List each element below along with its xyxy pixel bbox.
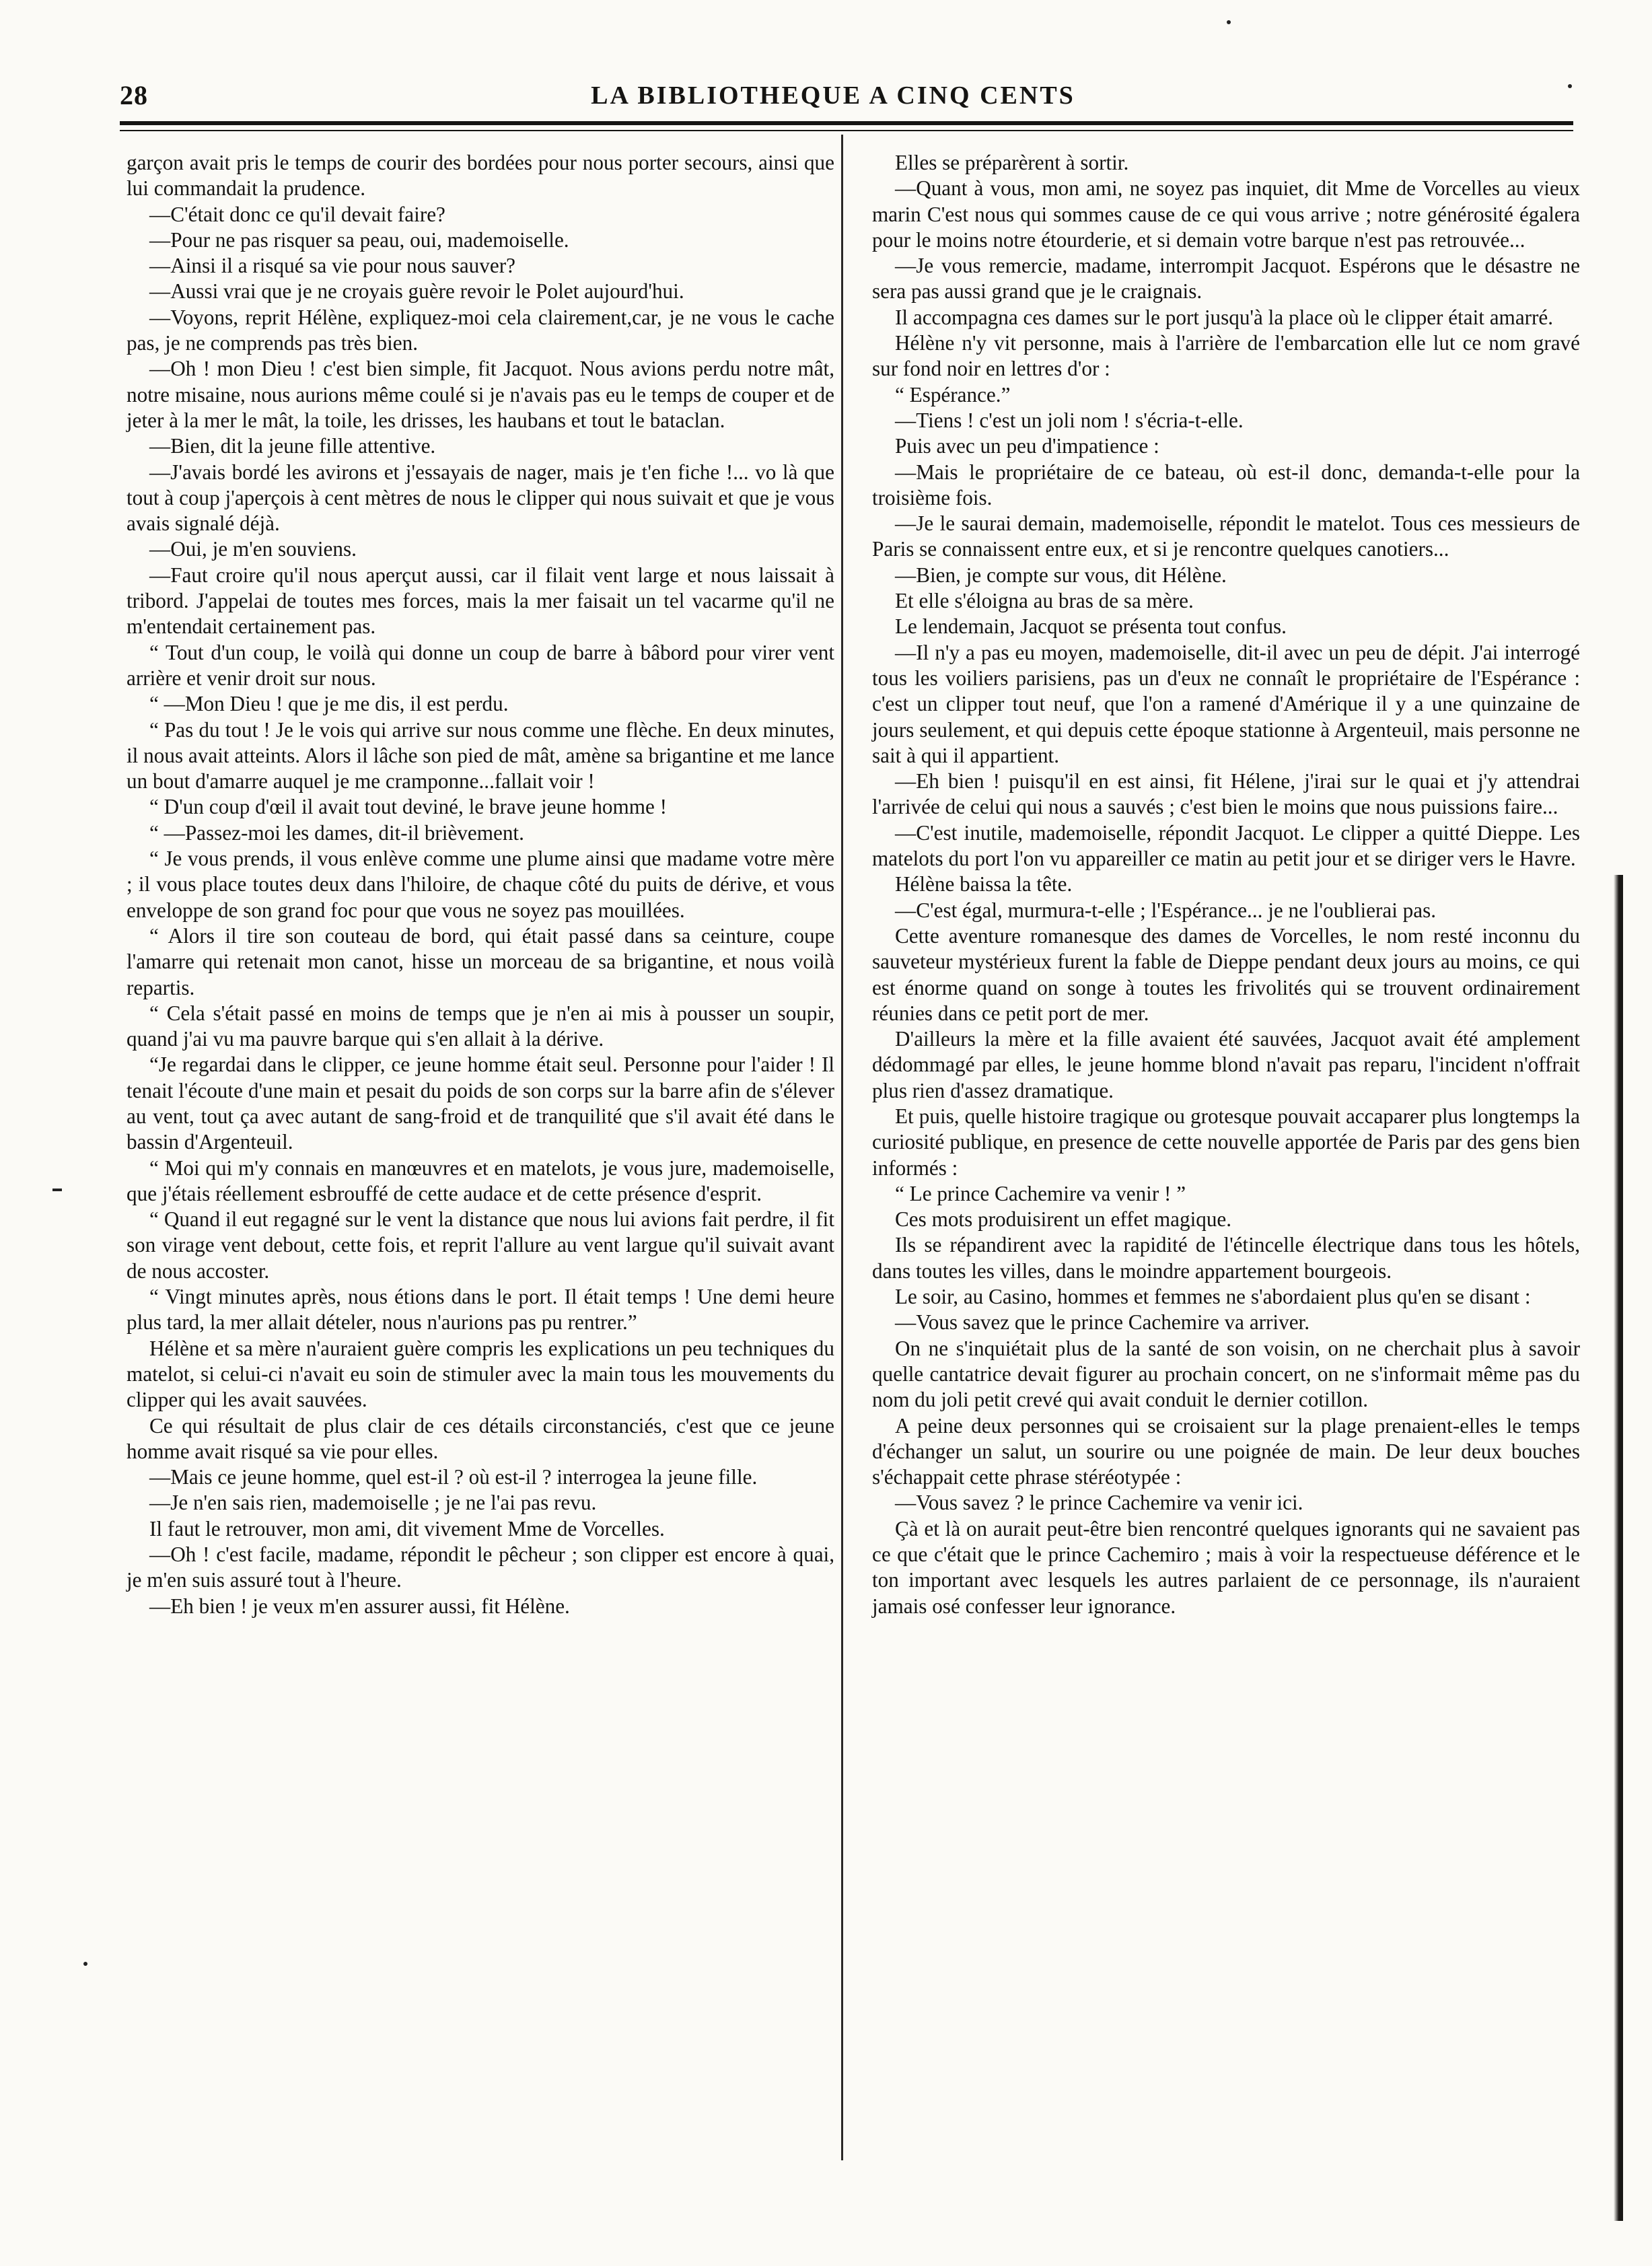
paragraph: Hélène n'y vit personne, mais à l'arrière de l'embarcation elle lut ce nom gravé sur fond noir en lettres d'or : xyxy=(872,331,1580,381)
paragraph: “ Moi qui m'y connais en manœuvres et en matelots, je vous jure, mademoiselle, que j'étais réellement esbrouffé de cette audace et de cette présence d'esprit. xyxy=(127,1156,834,1205)
paragraph: —Bien, dit la jeune fille attentive. xyxy=(149,434,436,458)
right-column xyxy=(872,150,1580,1619)
paragraph: “ —Mon Dieu ! que je me dis, il est perdu. xyxy=(149,692,509,716)
paragraph: —Voyons, reprit Hélène, expliquez-moi cela clairement,car, je ne vous le cache pas, je ne comprends pas très bien. xyxy=(127,305,834,355)
paragraph: —J'avais bordé les avirons et j'essayais de nager, mais je t'en fiche !... vo là que tout à coup j'aperçois à cent mètres de nous le clipper qui nous suivait et que je vous avais signalé déjà. xyxy=(127,460,834,536)
paragraph: “ —Passez-moi les dames, dit-il brièvement. xyxy=(149,820,524,845)
paragraph: Çà et là on aurait peut-être bien rencontré quelques ignorants qui ne savaient pas ce que c'était que le prince Cachemiro ; mais à voir la respectueuse déférence et le ton important avec lesquels les autres parlaient de ce personnage, ils n'auraient jamais osé confesser leur ignorance. xyxy=(872,1516,1580,1618)
paragraph: “ Espérance.” xyxy=(895,382,1011,406)
paragraph: —Tiens ! c'est un joli nom ! s'écria-t-elle. xyxy=(895,408,1244,432)
paragraph: “ Tout d'un coup, le voilà qui donne un coup de barre à bâbord pour virer vent arrière et venir droit sur nous. xyxy=(127,640,834,690)
paragraph: “ Vingt minutes après, nous étions dans le port. Il était temps ! Une demi heure plus tard, la mer allait dételer, nous n'aurions pas pu rentrer.” xyxy=(127,1285,834,1335)
paragraph: —Bien, je compte sur vous, dit Hélène. xyxy=(895,563,1227,587)
paragraph: —Vous savez ? le prince Cachemire va venir ici. xyxy=(895,1491,1303,1515)
column-divider xyxy=(841,135,843,2160)
paragraph: —Oh ! c'est facile, madame, répondit le pêcheur ; son clipper est encore à quai, je m'en suis assuré tout à l'heure. xyxy=(127,1543,834,1592)
paragraph: —Mais ce jeune homme, quel est-il ? où est-il ? interrogea la jeune fille. xyxy=(149,1465,758,1489)
paragraph: Cette aventure romanesque des dames de Vorcelles, le nom resté inconnu du sauveteur mystérieux furent la fable de Dieppe pendant deux jours au moins, ce qui est énorme quand on songe à toutes les frivolités qui se trouvent ordinairement réunies dans ce petit port de mer. xyxy=(872,923,1580,1025)
paragraph: “ Le prince Cachemire va venir ! ” xyxy=(895,1181,1186,1205)
paragraph: “Je regardai dans le clipper, ce jeune homme était seul. Personne pour l'aider ! Il tenait l'écoute d'une main et pesait du poids de son corps sur la barre afin de s'élever au vent, tout ça avec autant de sang-froid et de tranquilité que s'il avait été dans le bassin d'Argenteuil. xyxy=(127,1053,834,1154)
paragraph: Il faut le retrouver, mon ami, dit vivement Mme de Vorcelles. xyxy=(149,1516,665,1541)
paragraph: D'ailleurs la mère et la fille avaient été sauvées, Jacquot avait été amplement dédommagé par elles, le jeune homme blond n'avait pas reparu, l'incident n'offrait plus rien d'assez dramatique. xyxy=(872,1027,1580,1102)
running-title: LA BIBLIOTHEQUE A CINQ CENTS xyxy=(591,81,1075,110)
paragraph: “ Quand il eut regagné sur le vent la distance que nous lui avions fait perdre, il fit son virage vent debout, cette fois, et reprit l'allure au vent largue qu'il suivait avant de nous accoster. xyxy=(127,1207,834,1283)
paragraph: —Mais le propriétaire de ce bateau, où est-il donc, demanda-t-elle pour la troisième fois. xyxy=(872,460,1580,509)
paragraph: Le soir, au Casino, hommes et femmes ne s'abordaient plus qu'en se disant : xyxy=(895,1285,1531,1309)
paragraph: “ Pas du tout ! Je le vois qui arrive sur nous comme une flèche. En deux minutes, il nous avait atteints. Alors il lâche son pied de mât, amène sa brigantine et me lance un bout d'amarre auquel je me cramponne...fallait voir ! xyxy=(127,717,834,793)
paragraph: garçon avait pris le temps de courir des bordées pour nous porter secours, ainsi que lui commandait la prudence. xyxy=(127,151,834,201)
paragraph: —Je n'en sais rien, mademoiselle ; je ne l'ai pas revu. xyxy=(149,1491,597,1515)
paragraph: —C'est inutile, mademoiselle, répondit Jacquot. Le clipper a quitté Dieppe. Les matelots du port l'on vu appareiller ce matin au petit jour et se diriger vers le Havre. xyxy=(872,820,1580,871)
paragraph: “ D'un coup d'œil il avait tout deviné, le brave jeune homme ! xyxy=(149,795,668,819)
paragraph: —C'était donc ce qu'il devait faire? xyxy=(149,202,445,226)
paragraph: —Il n'y a pas eu moyen, mademoiselle, dit-il avec un peu de dépit. J'ai interrogé tous les voiliers parisiens, pas un d'eux ne connaît le propriétaire de l'Espérance : c'est un clipper tout neuf, que l'on a ramené d'Amérique il y a une quinzaine de jours seulement, et qui depuis cette époque stationne à Argenteuil, mais personne ne sait à qui il appartient. xyxy=(872,640,1580,767)
paragraph: “ Je vous prends, il vous enlève comme une plume ainsi que madame votre mère ; il vous place toutes deux dans l'hiloire, de chaque côté du puits de dérive, et vous enveloppe de son grand foc pour que vous ne soyez pas mouillées. xyxy=(127,847,834,922)
paragraph: —Vous savez que le prince Cachemire va arriver. xyxy=(895,1310,1309,1335)
paragraph: —Oui, je m'en souviens. xyxy=(149,537,357,561)
paragraph: Puis avec un peu d'impatience : xyxy=(895,434,1159,458)
paragraph: —Pour ne pas risquer sa peau, oui, mademoiselle. xyxy=(149,227,569,252)
paragraph: “ Alors il tire son couteau de bord, qui était passé dans sa ceinture, coupe l'amarre qui retenait mon canot, hisse un morceau de sa brigantine, et nous voilà repartis. xyxy=(127,923,834,999)
paragraph: Ce qui résultait de plus clair de ces détails circonstanciés, c'est que ce jeune homme avait risqué sa vie pour elles. xyxy=(127,1413,834,1463)
paragraph: —Oh ! mon Dieu ! c'est bien simple, fit Jacquot. Nous avions perdu notre mât, notre misaine, nous aurions même coulé si je n'avais pas eu le temps de couper et de jeter à la mer le mât, la toile, les drisses, les haubans et tout le bataclan. xyxy=(127,357,834,432)
page-header xyxy=(120,79,1546,117)
scan-speck xyxy=(1568,84,1572,88)
paragraph: Ces mots produisirent un effet magique. xyxy=(895,1207,1232,1232)
paragraph: On ne s'inquiétait plus de la santé de son voisin, on ne cherchait plus à savoir quelle cantatrice devait figurer au prochain concert, on ne s'informait même pas du nom du joli petit crevé qui avait conduit le dernier cotillon. xyxy=(872,1336,1580,1412)
paragraph: —Faut croire qu'il nous aperçut aussi, car il filait vent large et nous laissait à tribord. J'appelai de toutes mes forces, mais la mer faisait un tel vacarme qu'il ne m'entendait certainement pas. xyxy=(127,563,834,639)
paragraph: Ils se répandirent avec la rapidité de l'étincelle électrique dans tous les hôtels, dans toutes les villes, dans le moindre appartement bourgeois. xyxy=(872,1233,1580,1283)
page-number: 28 xyxy=(120,80,148,110)
page-edge-shadow xyxy=(1614,875,1623,2221)
header-rule-thick xyxy=(120,121,1573,125)
left-column xyxy=(127,150,834,1619)
paragraph: —Eh bien ! je veux m'en assurer aussi, fit Hélène. xyxy=(149,1594,570,1618)
paragraph: Et puis, quelle histoire tragique ou grotesque pouvait accaparer plus longtemps la curiosité publique, en presence de cette nouvelle apportée de Paris par des gens bien informés : xyxy=(872,1104,1580,1180)
scan-speck xyxy=(83,1962,87,1966)
paragraph: —Quant à vous, mon ami, ne soyez pas inquiet, dit Mme de Vorcelles au vieux marin C'est nous qui sommes cause de ce qui vous arrive ; notre générosité égalera pour le moins notre étourderie, et si demain votre barque n'est pas retrouvée... xyxy=(872,176,1580,252)
paragraph: —Je vous remercie, madame, interrompit Jacquot. Espérons que le désastre ne sera pas aussi grand que je le craignais. xyxy=(872,254,1580,304)
paragraph: Elles se préparèrent à sortir. xyxy=(895,151,1129,174)
paragraph: Hélène baissa la tête. xyxy=(895,872,1073,896)
paragraph: Le lendemain, Jacquot se présenta tout confus. xyxy=(895,614,1287,639)
paragraph: Et elle s'éloigna au bras de sa mère. xyxy=(895,589,1194,613)
paragraph: —C'est égal, murmura-t-elle ; l'Espérance... je ne l'oublierai pas. xyxy=(895,898,1437,922)
paragraph: —Aussi vrai que je ne croyais guère revoir le Polet aujourd'hui. xyxy=(149,279,684,304)
paragraph: Il accompagna ces dames sur le port jusqu'à la place où le clipper était amarré. xyxy=(895,305,1554,329)
scan-speck xyxy=(1227,20,1231,24)
margin-mark xyxy=(52,1189,62,1191)
paragraph: —Ainsi il a risqué sa vie pour nous sauver? xyxy=(149,254,515,278)
paragraph: —Eh bien ! puisqu'il en est ainsi, fit Hélene, j'irai sur le quai et j'y attendrai l'arrivée de celui qui nous a sauvés ; c'est bien le moins que nous puissions faire... xyxy=(872,769,1580,819)
paragraph: A peine deux personnes qui se croisaient sur la plage prenaient-elles le temps d'échanger un salut, un sourire ou une poignée de main. De leur deux bouches s'échappait cette phrase stéréotypée : xyxy=(872,1413,1580,1489)
header-rule-thin xyxy=(120,130,1573,131)
paragraph: “ Cela s'était passé en moins de temps que je n'en ai mis à pousser un soupir, quand j'ai vu ma pauvre barque qui s'en allait à la dérive. xyxy=(127,1001,834,1051)
paragraph: —Je le saurai demain, mademoiselle, répondit le matelot. Tous ces messieurs de Paris se connaissent entre eux, et si je rencontre quelques canotiers... xyxy=(872,511,1580,561)
paragraph: Hélène et sa mère n'auraient guère compris les explications un peu techniques du matelot, si celui-ci n'avait eu soin de stimuler avec la main tous les mouvements du clipper qui les avait sauvées. xyxy=(127,1336,834,1412)
